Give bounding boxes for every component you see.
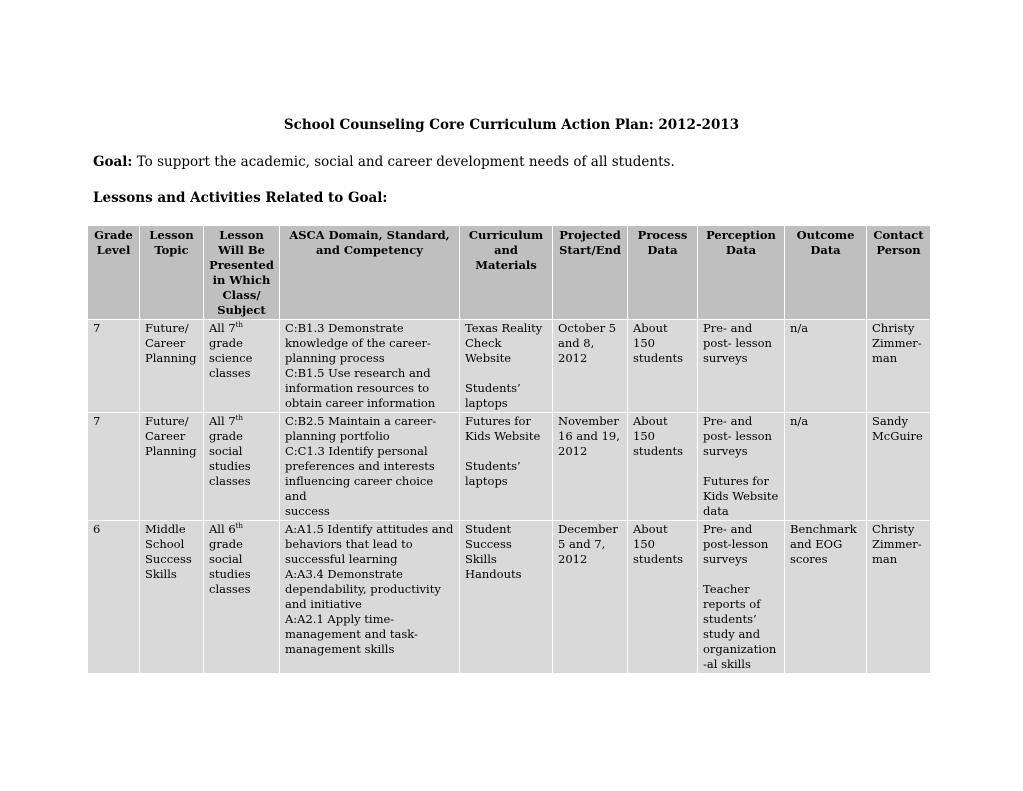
cell-dates: November 16 and 19, 2012 (553, 413, 628, 521)
table-row (88, 413, 931, 521)
cell-process: About 150 students (628, 413, 698, 521)
goal-statement (93, 154, 675, 170)
cell-contact: Christy Zimmer- man (867, 521, 931, 674)
cell-asca: C:B2.5 Maintain a career- planning portfolio C:C1.3 Identify personal preferences and interests influencing career choice and success (280, 413, 460, 521)
header-projected-dates: Projected Start/End (553, 226, 628, 320)
cell-perception: Pre- and post- lesson surveys Futures for Kids Website data (698, 413, 785, 521)
cell-materials: Futures for Kids Website Students’ laptops (460, 413, 553, 521)
action-plan-table (87, 225, 931, 674)
cell-class (204, 413, 280, 521)
class-ordinal: th (235, 321, 243, 330)
table-row (88, 521, 931, 674)
cell-dates: October 5 and 8, 2012 (553, 320, 628, 413)
class-prefix: All 7 (209, 414, 236, 428)
header-class-subject: Lesson Will Be Presented in Which Class/ Subject (204, 226, 280, 320)
cell-class (204, 521, 280, 674)
class-prefix: All 7 (209, 321, 236, 335)
cell-grade: 7 (88, 413, 140, 521)
header-lesson-topic: Lesson Topic (140, 226, 204, 320)
class-ordinal: th (235, 414, 243, 423)
cell-asca: A:A1.5 Identify attitudes and behaviors that lead to successful learning A:A3.4 Demonstrate dependability, productivity and initiative A:A2.1 Apply time- management and task- management skills (280, 521, 460, 674)
cell-asca: C:B1.3 Demonstrate knowledge of the career- planning process C:B1.5 Use research and information resources to obtain career information (280, 320, 460, 413)
header-asca-domain: ASCA Domain, Standard, and Competency (280, 226, 460, 320)
goal-label: Goal: (93, 154, 133, 170)
class-suffix: grade social studies classes (209, 537, 251, 596)
document-title: School Counseling Core Curriculum Action Plan: 2012-2013 (283, 117, 740, 133)
class-prefix: All 6 (209, 522, 236, 536)
cell-materials: Texas Reality Check Website Students’ laptops (460, 320, 553, 413)
cell-contact: Christy Zimmer- man (867, 320, 931, 413)
cell-grade: 6 (88, 521, 140, 674)
cell-topic: Future/ Career Planning (140, 320, 204, 413)
cell-contact: Sandy McGuire (867, 413, 931, 521)
header-process-data: Process Data (628, 226, 698, 320)
cell-class (204, 320, 280, 413)
class-ordinal: th (235, 522, 243, 531)
cell-grade: 7 (88, 320, 140, 413)
goal-text: To support the academic, social and career development needs of all students. (132, 154, 675, 170)
header-curriculum-materials: Curriculum and Materials (460, 226, 553, 320)
cell-process: About 150 students (628, 521, 698, 674)
table-row (88, 320, 931, 413)
cell-topic: Middle School Success Skills (140, 521, 204, 674)
header-outcome-data: Outcome Data (785, 226, 867, 320)
cell-outcome: n/a (785, 320, 867, 413)
cell-perception: Pre- and post- lesson surveys (698, 320, 785, 413)
class-suffix: grade social studies classes (209, 429, 251, 488)
cell-topic: Future/ Career Planning (140, 413, 204, 521)
header-perception-data: Perception Data (698, 226, 785, 320)
lessons-heading: Lessons and Activities Related to Goal: (93, 190, 388, 206)
class-suffix: grade science classes (209, 336, 253, 380)
header-grade-level: Grade Level (88, 226, 140, 320)
table-header-row (88, 226, 931, 320)
cell-dates: December 5 and 7, 2012 (553, 521, 628, 674)
cell-materials: Student Success Skills Handouts (460, 521, 553, 674)
cell-outcome: Benchmark and EOG scores (785, 521, 867, 674)
cell-outcome: n/a (785, 413, 867, 521)
cell-process: About 150 students (628, 320, 698, 413)
cell-perception: Pre- and post-lesson surveys Teacher reports of students’ study and organization -al skills (698, 521, 785, 674)
header-contact-person: Contact Person (867, 226, 931, 320)
